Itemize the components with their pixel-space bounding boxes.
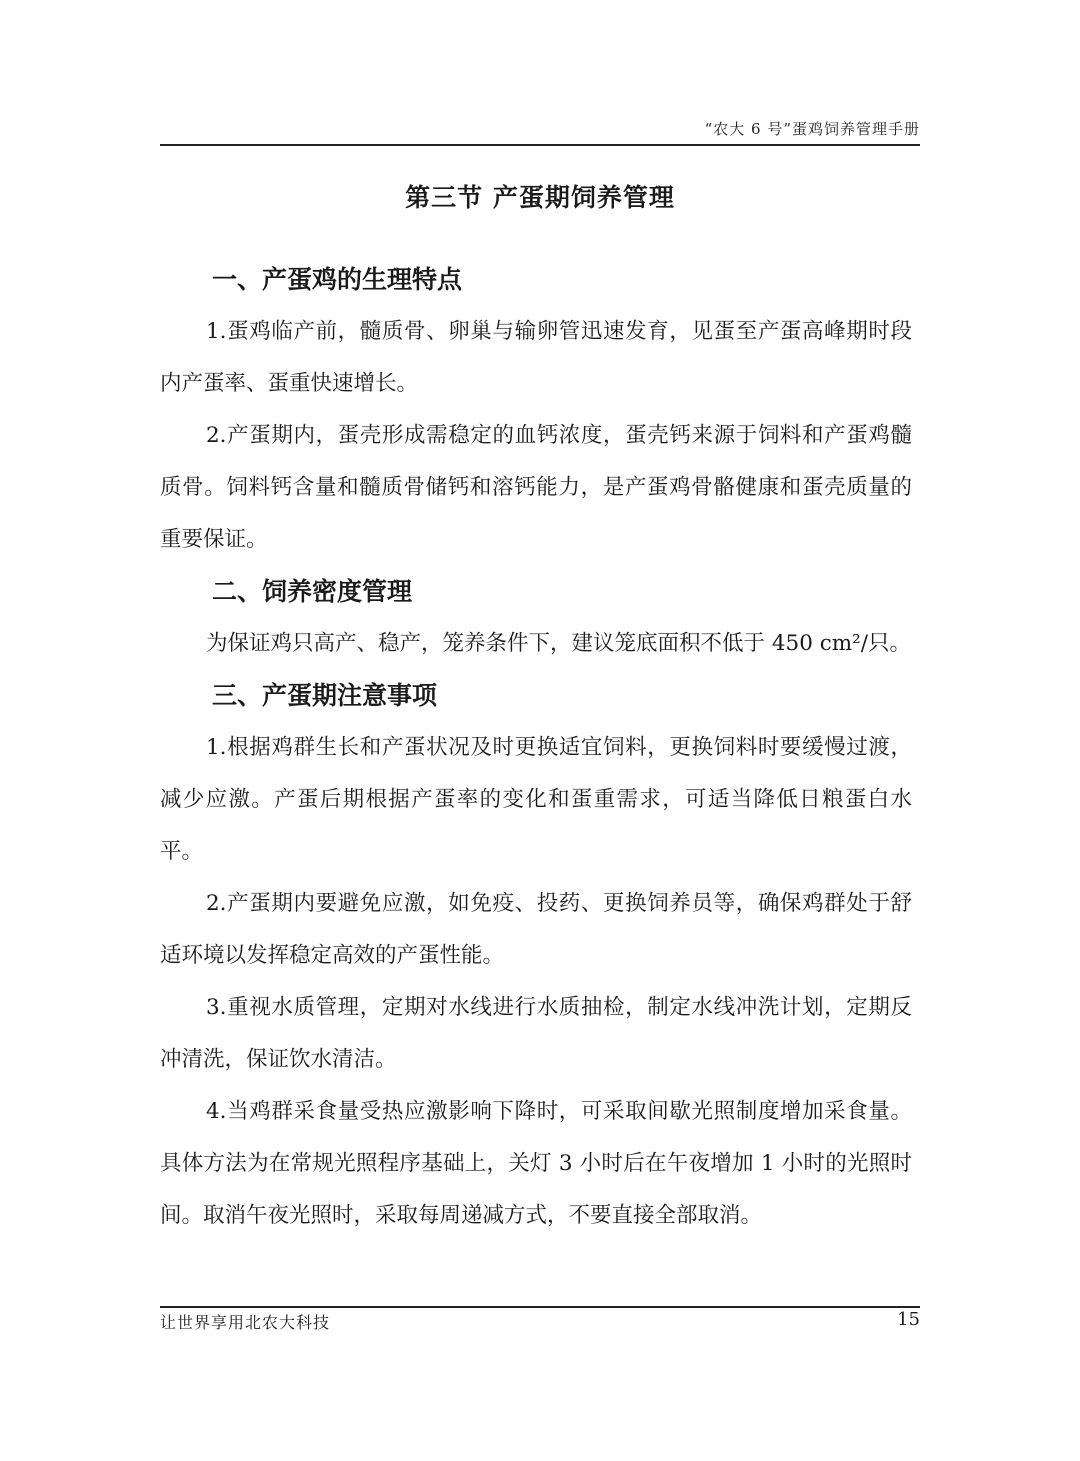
footer-divider <box>160 1306 920 1308</box>
paragraph: 为保证鸡只高产、稳产，笼养条件下，建议笼底面积不低于 450 cm²/只。 <box>206 631 911 656</box>
paragraph: 4.当鸡群采食量受热应激影响下降时，可采取间歇光照制度增加采食量。具体方法为在常规光照程序基础上，关灯 3 小时后在午夜增加 1 小时的光照时间。取消午夜光照时，采取每周递减方式，不要直接全部取消。 <box>160 1099 912 1228</box>
paragraph: 1.根据鸡群生长和产蛋状况及时更换适宜饲料，更换饲料时要缓慢过渡，减少应激。产蛋后期根据产蛋率的变化和蛋重需求，可适当降低日粮蛋白水平。 <box>160 735 912 864</box>
heading-physiology: 一、产蛋鸡的生理特点 <box>212 265 463 294</box>
body-content <box>160 254 912 1242</box>
heading-precautions: 三、产蛋期注意事项 <box>212 681 438 710</box>
header-divider <box>160 144 920 146</box>
paragraph: 1.蛋鸡临产前，髓质骨、卵巢与输卵管迅速发育，见蛋至产蛋高峰期时段内产蛋率、蛋重快速增长。 <box>160 319 912 396</box>
section-title: 第三节 产蛋期饲养管理 <box>405 183 675 212</box>
paragraph: 2.产蛋期内要避免应激，如免疫、投药、更换饲养员等，确保鸡群处于舒适环境以发挥稳定高效的产蛋性能。 <box>160 891 912 968</box>
running-header: “农大 6 号”蛋鸡饲养管理手册 <box>704 120 920 138</box>
paragraph: 3.重视水质管理，定期对水线进行水质抽检，制定水线冲洗计划，定期反冲清洗，保证饮水清洁。 <box>160 995 912 1072</box>
footer-slogan: 让世界享用北农大科技 <box>160 1313 331 1332</box>
paragraph: 2.产蛋期内，蛋壳形成需稳定的血钙浓度，蛋壳钙来源于饲料和产蛋鸡髓质骨。饲料钙含量和髓质骨储钙和溶钙能力，是产蛋鸡骨骼健康和蛋壳质量的重要保证。 <box>160 423 912 552</box>
page-number: 15 <box>897 1309 920 1330</box>
heading-density: 二、饲养密度管理 <box>212 577 413 606</box>
